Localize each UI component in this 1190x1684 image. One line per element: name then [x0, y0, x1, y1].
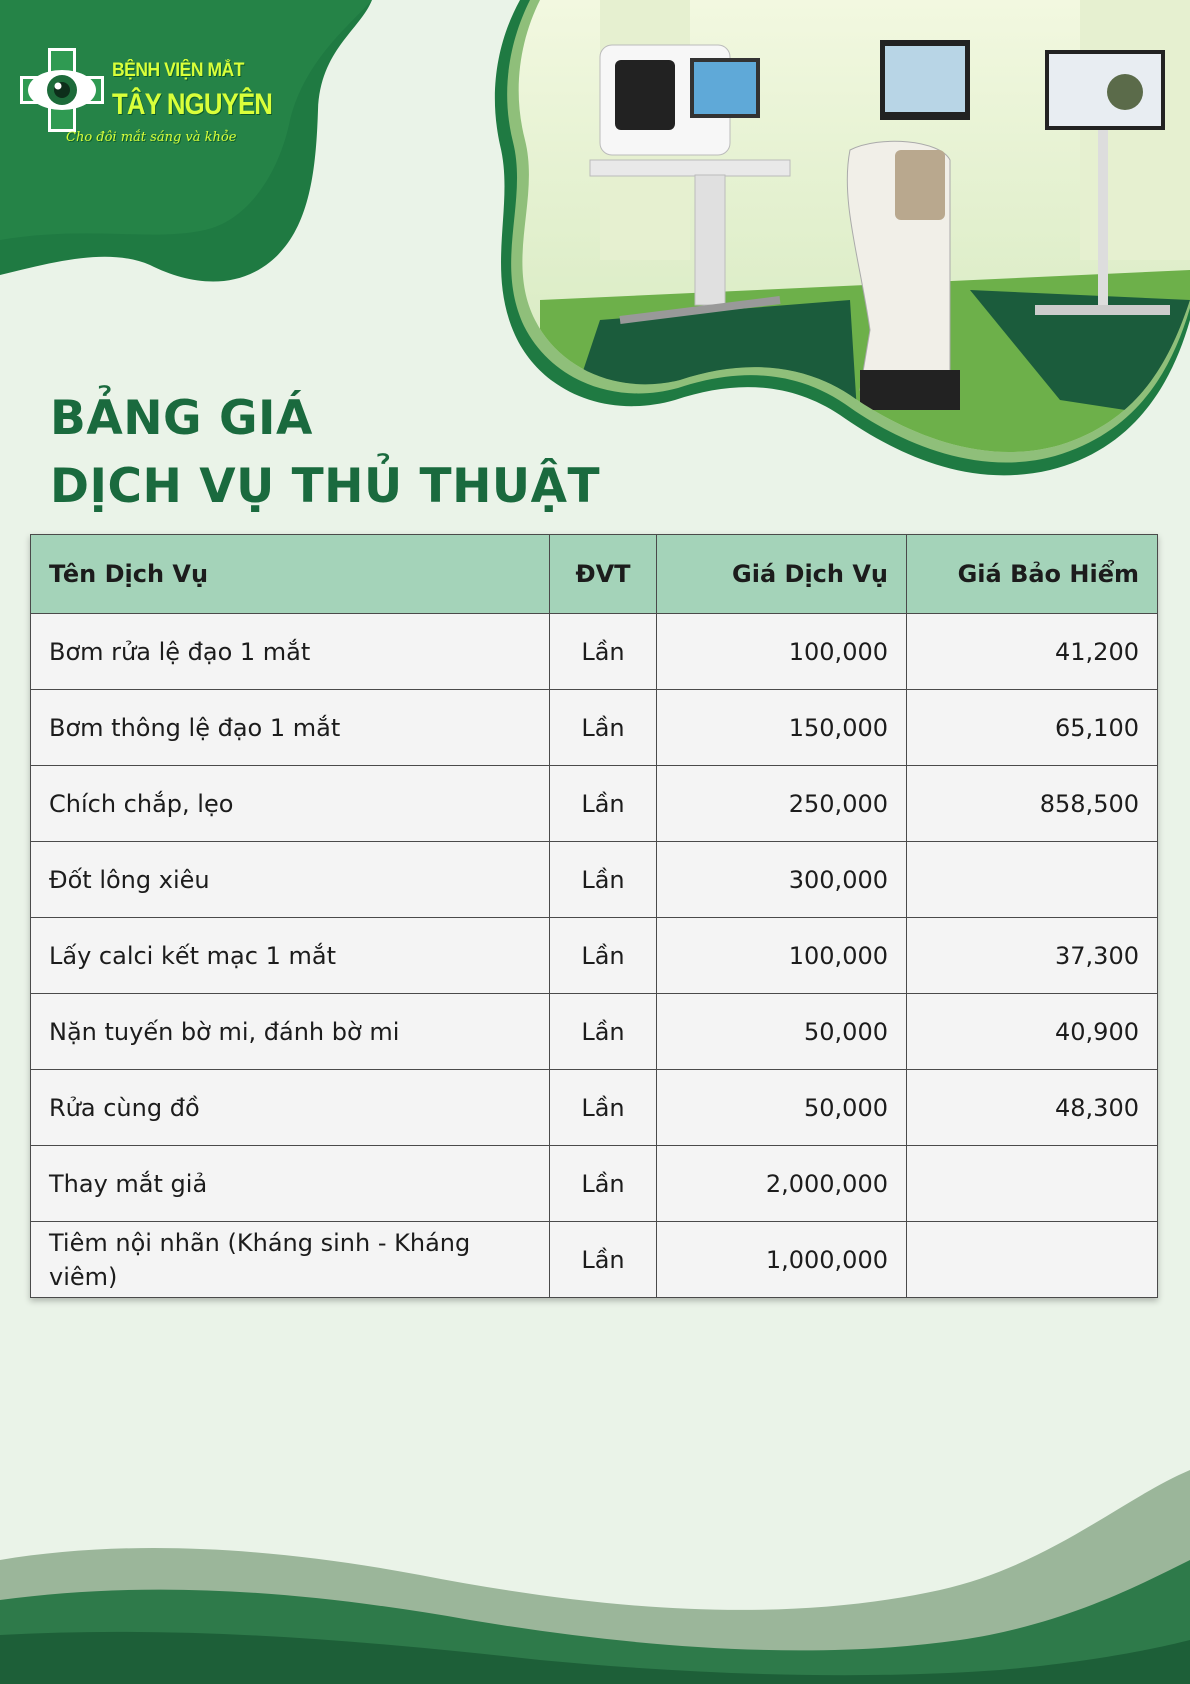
service-name: Thay mắt giả	[31, 1146, 550, 1222]
service-price: 50,000	[657, 1070, 907, 1146]
header-service-price: Giá Dịch Vụ	[657, 535, 907, 614]
service-name: Bơm thông lệ đạo 1 mắt	[31, 690, 550, 766]
unit: Lần	[550, 1222, 657, 1298]
title-line2: DỊCH VỤ THỦ THUẬT	[50, 459, 601, 514]
insurance-price	[907, 1146, 1158, 1222]
header-insurance-price: Giá Bảo Hiểm	[907, 535, 1158, 614]
service-price: 250,000	[657, 766, 907, 842]
unit: Lần	[550, 690, 657, 766]
unit: Lần	[550, 918, 657, 994]
service-price: 2,000,000	[657, 1146, 907, 1222]
unit: Lần	[550, 1070, 657, 1146]
service-name: Bơm rửa lệ đạo 1 mắt	[31, 614, 550, 690]
service-price: 150,000	[657, 690, 907, 766]
service-name: Rửa cùng đồ	[31, 1070, 550, 1146]
price-table	[30, 534, 1158, 1298]
table-header-row	[31, 535, 1158, 614]
service-name: Đốt lông xiêu	[31, 842, 550, 918]
service-name: Lấy calci kết mạc 1 mắt	[31, 918, 550, 994]
eye-cross-icon	[20, 48, 104, 132]
insurance-price: 40,900	[907, 994, 1158, 1070]
title-line1: BẢNG GIÁ	[50, 391, 313, 446]
table-row	[31, 614, 1158, 690]
hospital-logo	[20, 48, 273, 158]
table-row	[31, 690, 1158, 766]
insurance-price: 41,200	[907, 614, 1158, 690]
service-price: 100,000	[657, 614, 907, 690]
table-row	[31, 994, 1158, 1070]
service-price: 300,000	[657, 842, 907, 918]
page-title	[50, 385, 600, 521]
unit: Lần	[550, 1146, 657, 1222]
logo-slogan: Cho đôi mắt sáng và khỏe	[66, 130, 237, 145]
unit: Lần	[550, 766, 657, 842]
unit: Lần	[550, 842, 657, 918]
unit: Lần	[550, 614, 657, 690]
table-row	[31, 1222, 1158, 1298]
insurance-price: 48,300	[907, 1070, 1158, 1146]
service-name: Nặn tuyến bờ mi, đánh bờ mi	[31, 994, 550, 1070]
table-row	[31, 1146, 1158, 1222]
table-row	[31, 766, 1158, 842]
insurance-price	[907, 842, 1158, 918]
table-row	[31, 842, 1158, 918]
header-unit: ĐVT	[550, 535, 657, 614]
service-price: 1,000,000	[657, 1222, 907, 1298]
insurance-price: 65,100	[907, 690, 1158, 766]
service-price: 100,000	[657, 918, 907, 994]
logo-name-line2: TÂY NGUYÊN	[112, 88, 273, 121]
table-row	[31, 918, 1158, 994]
logo-name-line1: BỆNH VIỆN MẮT	[112, 60, 244, 81]
header-service-name: Tên Dịch Vụ	[31, 535, 550, 614]
table-row	[31, 1070, 1158, 1146]
unit: Lần	[550, 994, 657, 1070]
service-name: Tiêm nội nhãn (Kháng sinh - Kháng viêm)	[31, 1222, 550, 1298]
insurance-price: 37,300	[907, 918, 1158, 994]
insurance-price	[907, 1222, 1158, 1298]
service-price: 50,000	[657, 994, 907, 1070]
insurance-price: 858,500	[907, 766, 1158, 842]
service-name: Chích chắp, lẹo	[31, 766, 550, 842]
